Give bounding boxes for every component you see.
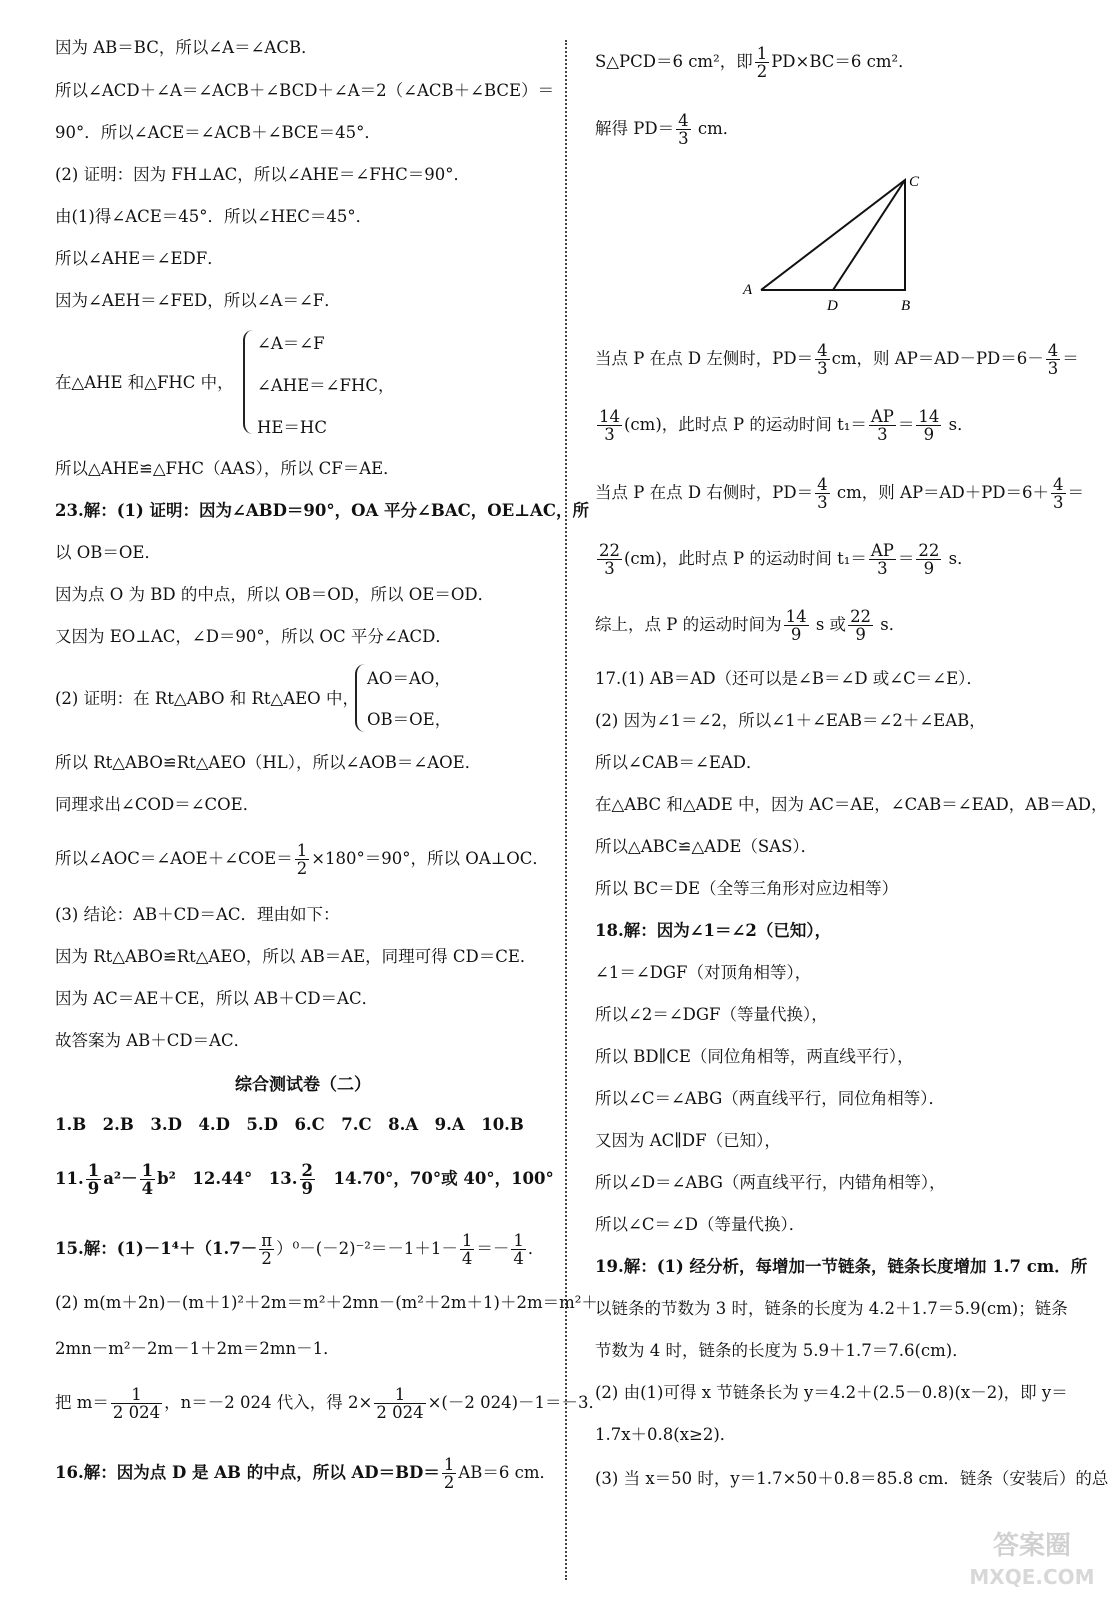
fraction: $\frac{\pi}{2}$: [261, 1231, 273, 1268]
text-line: 所以△ABC≌△ADE（SAS）．: [595, 837, 818, 856]
text-line: 因为∠AEH＝∠FED，所以∠A＝∠F．: [55, 291, 341, 310]
brace-line: AO＝AO，: [367, 669, 451, 688]
fraction: $\frac{2}{9}$: [301, 1161, 313, 1198]
text-line: 所以∠2＝∠DGF（等量代换），: [595, 1005, 828, 1024]
fraction: $\frac{14}{3}$: [599, 407, 620, 444]
fraction: $\frac{4}{3}$: [817, 475, 828, 512]
text-line: 所以∠CAB＝∠EAD．: [595, 753, 763, 772]
brace-line: OB＝OE，: [367, 710, 452, 729]
text-line: 所以∠AOC＝∠AOE＋∠COE＝ $\frac{1}{2}$ ×180°＝90°，所以 OA⊥OC．: [55, 841, 549, 878]
point-label-d: D: [827, 298, 838, 314]
triangle-figure: [735, 168, 935, 318]
text-line: (2) m(m＋2n)－(m＋1)²＋2m＝m²＋2mn－(m²＋2m＋1)＋2m＝m²＋: [55, 1293, 598, 1312]
text-line: 所以 Rt△ABO≌Rt△AEO（HL），所以∠AOB＝∠AOE．: [55, 753, 482, 772]
text-line: $\frac{22}{3}$ (cm)，此时点 P 的运动时间 t₁＝ $\frac{AP}{3}$ ＝ $\frac{22}{9}$ s．: [599, 541, 974, 578]
text-line: $\frac{14}{3}$ (cm)，此时点 P 的运动时间 t₁＝ $\frac{AP}{3}$ ＝ $\frac{14}{9}$ s．: [599, 407, 974, 444]
text-line: 因为 Rt△ABO≌Rt△AEO，所以 AB＝AE，同理可得 CD＝CE．: [55, 947, 537, 966]
text-line: 因为点 O 为 BD 的中点，所以 OB＝OD，所以 OE＝OD．: [55, 585, 495, 604]
text-line: 在△ABC 和△ADE 中，因为 AC＝AE，∠CAB＝∠EAD，AB＝AD，: [595, 795, 1108, 814]
text-line: 所以∠C＝∠ABG（两直线平行，同位角相等）．: [595, 1089, 946, 1108]
system-brace: [355, 664, 365, 732]
fraction: $\frac{1}{2}$: [756, 44, 768, 81]
text-line: 当点 P 在点 D 左侧时，PD＝ $\frac{4}{3}$ cm，则 AP＝AD－PD＝6－ $\frac{4}{3}$ ＝: [595, 341, 1079, 378]
text-line: 所以∠AHE＝∠EDF．: [55, 249, 224, 268]
point-label-a: A: [743, 282, 753, 298]
text-line: 23.解：(1) 证明：因为∠ABD＝90°，OA 平分∠BAC，OE⊥AC，所: [55, 501, 589, 520]
point-label-c: C: [909, 174, 920, 190]
text-line: S△PCD＝6 cm²，即 $\frac{1}{2}$ PD×BC＝6 cm²．: [595, 44, 915, 81]
brace-line: ∠AHE＝∠FHC，: [257, 376, 395, 395]
text-line: (2) 由(1)可得 x 节链条长为 y＝4.2＋(2.5－0.8)(x－2)，即 y＝: [595, 1383, 1068, 1402]
fraction: $\frac{AP}{3}$: [870, 541, 894, 578]
text-line: 把 m＝ $\frac{1}{2 024}$ ，n＝－2 024 代入，得 2× $\frac{1}{2 024}$ ×(－2 024)－1＝－3．: [55, 1385, 606, 1422]
svg-text:答案圈: 答案圈: [992, 1531, 1072, 1561]
text-line: (3) 结论：AB＋CD＝AC．理由如下：: [55, 905, 340, 924]
watermark-logo: [962, 1524, 1102, 1594]
text-line: 90°．所以∠ACE＝∠ACB＋∠BCE＝45°．: [55, 123, 381, 142]
fraction: $\frac{1}{4}$: [513, 1231, 524, 1268]
text-line: 故答案为 AB＋CD＝AC．: [55, 1031, 251, 1050]
fraction: $\frac{22}{9}$: [850, 607, 872, 644]
column-divider: [565, 40, 567, 1580]
text-line: 又因为 AC∥DF（已知），: [595, 1131, 781, 1150]
text-line: 解得 PD＝ $\frac{4}{3}$ cm．: [595, 111, 740, 148]
fraction: $\frac{1}{2}$: [443, 1455, 455, 1492]
brace-line: HE＝HC: [257, 418, 327, 437]
fraction: $\frac{1}{2 024}$: [112, 1385, 161, 1422]
svg-text:MXQE.COM: MXQE.COM: [969, 1565, 1095, 1589]
brace-line: ∠A＝∠F: [257, 334, 325, 353]
fraction: $\frac{14}{9}$: [918, 407, 940, 444]
text-line: 所以△AHE≌△FHC（AAS），所以 CF＝AE．: [55, 459, 400, 478]
text-line: 15.解：(1)－1⁴＋（1.7－ $\frac{\pi}{2}$ ）⁰－(－2)⁻²＝－1＋1－ $\frac{1}{4}$ ＝－ $\frac{1}{4}$ ．: [55, 1231, 545, 1268]
fraction: $\frac{1}{4}$: [461, 1231, 473, 1268]
fraction: $\frac{1}{2}$: [296, 841, 308, 878]
fraction: $\frac{1}{4}$: [141, 1161, 154, 1198]
text-line: 综上，点 P 的运动时间为 $\frac{14}{9}$ s 或 $\frac{22}{9}$ s．: [595, 607, 906, 644]
fraction: $\frac{4}{3}$: [1053, 475, 1064, 512]
text-line: 又因为 EO⊥AC，∠D＝90°，所以 OC 平分∠ACD．: [55, 627, 452, 646]
text-line: 18.解：因为∠1＝∠2（已知），: [595, 921, 832, 940]
fraction: $\frac{1}{9}$: [87, 1161, 100, 1198]
text-line: 在△AHE 和△FHC 中，: [55, 373, 234, 392]
fraction: $\frac{14}{9}$: [785, 607, 807, 644]
text-line: 因为 AB＝BC，所以∠A＝∠ACB．: [55, 38, 318, 57]
text-line: 所以 BC＝DE（全等三角形对应边相等）: [595, 879, 899, 898]
fraction: $\frac{22}{9}$: [918, 541, 940, 578]
text-line: 节数为 4 时，链条的长度为 5.9＋1.7＝7.6(cm)．: [595, 1341, 969, 1360]
text-line: 11. $\frac{1}{9}$ a²－ $\frac{1}{4}$ b² 12.44° 13. $\frac{2}{9}$ 14.70°，70°或 40°，100°: [55, 1161, 554, 1198]
text-line: 所以∠ACD＋∠A＝∠ACB＋∠BCD＋∠A＝2（∠ACB＋∠BCE）＝: [55, 81, 555, 100]
fraction: $\frac{AP}{3}$: [870, 407, 894, 444]
fraction: $\frac{1}{2 024}$: [376, 1385, 424, 1422]
segment-cd: [833, 180, 905, 290]
text-line: 以 OB＝OE．: [55, 543, 161, 562]
text-line: 2mn－m²－2m－1＋2m＝2mn－1．: [55, 1339, 340, 1358]
text-line: 以链条的节数为 3 时，链条的长度为 4.2＋1.7＝5.9(cm)；链条: [595, 1299, 1068, 1318]
text-line: (2) 证明：因为 FH⊥AC，所以∠AHE＝∠FHC＝90°．: [55, 165, 470, 184]
fraction: $\frac{4}{3}$: [1047, 341, 1059, 378]
text-line: 所以∠C＝∠D（等量代换）．: [595, 1215, 806, 1234]
fraction: $\frac{22}{3}$: [599, 541, 620, 578]
text-line: 由(1)得∠ACE＝45°．所以∠HEC＝45°．: [55, 207, 373, 226]
system-brace: [243, 330, 253, 434]
answer-line: 1.B 2.B 3.D 4.D 5.D 6.C 7.C 8.A 9.A 10.B: [55, 1115, 524, 1134]
text-line: 同理求出∠COD＝∠COE．: [55, 795, 260, 814]
text-line: 所以∠D＝∠ABG（两直线平行，内错角相等），: [595, 1173, 946, 1192]
text-line: (2) 证明：在 Rt△ABO 和 Rt△AEO 中，: [55, 689, 359, 708]
text-line: 17.(1) AB＝AD（还可以是∠B＝∠D 或∠C＝∠E）．: [595, 669, 983, 688]
section-title: 综合测试卷（二）: [235, 1075, 371, 1095]
fraction: $\frac{4}{3}$: [678, 111, 689, 148]
point-label-b: B: [901, 298, 911, 314]
text-line: 因为 AC＝AE＋CE，所以 AB＋CD＝AC．: [55, 989, 379, 1008]
fraction: $\frac{4}{3}$: [817, 341, 828, 378]
text-line: 所以 BD∥CE（同位角相等，两直线平行），: [595, 1047, 914, 1066]
text-line: 1.7x＋0.8(x≥2)．: [595, 1425, 737, 1444]
text-line: ∠1＝∠DGF（对顶角相等），: [595, 963, 812, 982]
text-line: (3) 当 x＝50 时，y＝1.7×50＋0.8＝85.8 cm．链条（安装后）的总: [595, 1469, 1109, 1488]
text-line: 16.解：因为点 D 是 AB 的中点，所以 AD＝BD＝ $\frac{1}{2}$ AB＝6 cm．: [55, 1455, 557, 1492]
text-line: 19.解：(1) 经分析，每增加一节链条，链条长度增加 1.7 cm．所: [595, 1257, 1088, 1276]
text-line: (2) 因为∠1＝∠2，所以∠1＋∠EAB＝∠2＋∠EAB，: [595, 711, 986, 730]
text-line: 当点 P 在点 D 右侧时，PD＝ $\frac{4}{3}$ cm，则 AP＝AD＋PD＝6＋ $\frac{4}{3}$ ＝: [595, 475, 1085, 512]
triangle-outline: [761, 180, 905, 290]
